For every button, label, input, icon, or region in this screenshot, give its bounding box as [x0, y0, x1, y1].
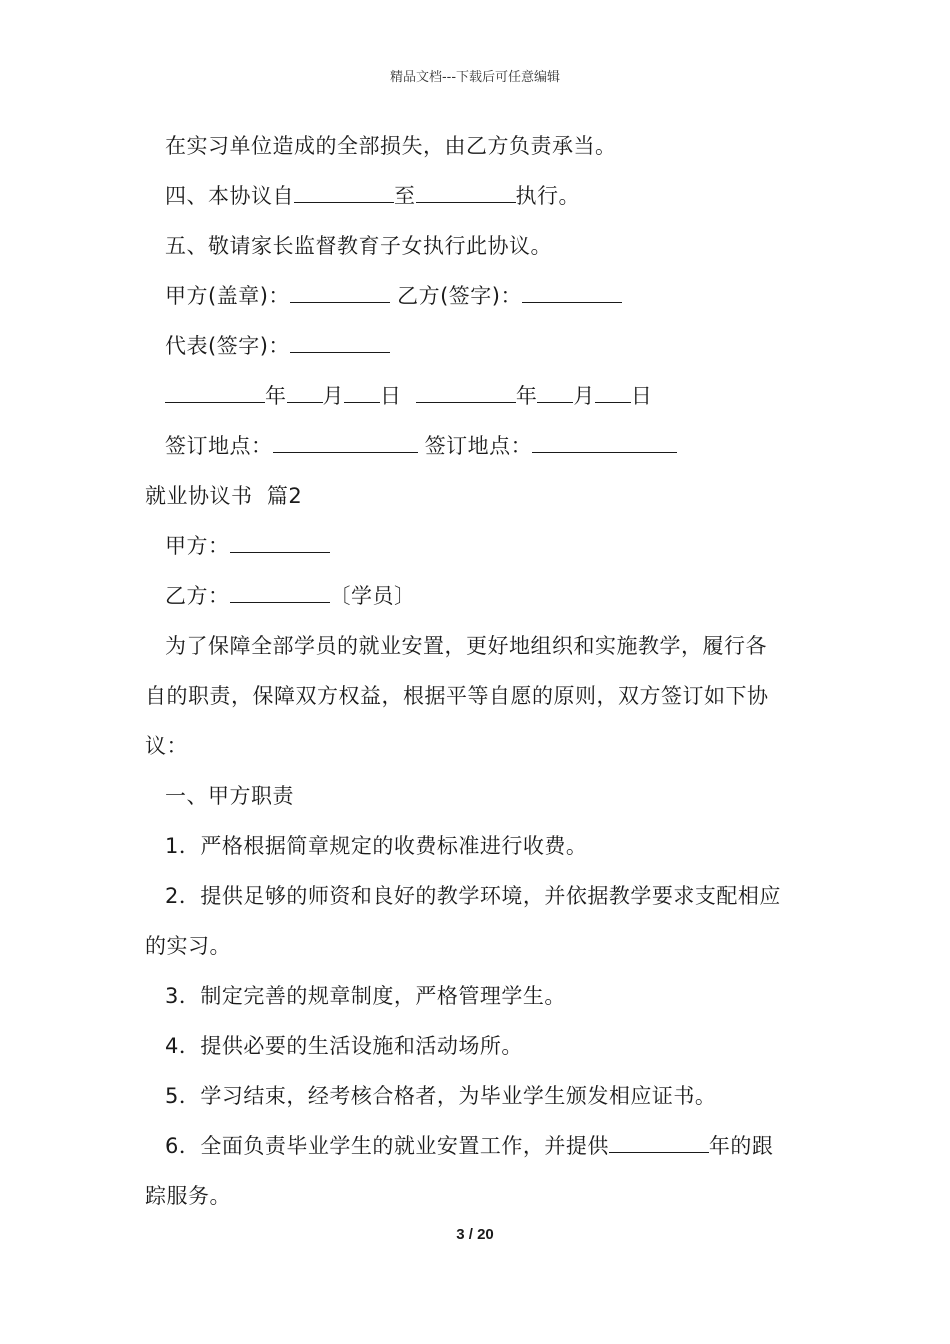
blank-field — [290, 332, 390, 353]
list-item-cont — [145, 932, 815, 960]
text: 1．严格根据简章规定的收费标准进行收费。 — [165, 834, 588, 858]
text: 议： — [145, 734, 188, 758]
signature-line — [165, 332, 835, 360]
text: 的实习。 — [145, 934, 231, 958]
text: 乙方： — [165, 584, 230, 608]
signature-line — [165, 282, 835, 310]
party-line — [165, 582, 835, 610]
text: 甲方(盖章)： — [165, 284, 290, 308]
page-number: 3 / 20 — [456, 1226, 494, 1243]
blank-field — [609, 1132, 709, 1153]
date-line — [165, 382, 835, 410]
paragraph-line — [145, 732, 815, 760]
text: 为了保障全部学员的就业安置，更好地组织和实施教学，履行各 — [165, 634, 767, 658]
text: 在实习单位造成的全部损失，由乙方负责承当。 — [165, 134, 617, 158]
list-item — [165, 832, 835, 860]
text: 月 — [573, 384, 595, 408]
list-item — [165, 982, 835, 1010]
text: 5．学习结束，经考核合格者，为毕业学生颁发相应证书。 — [165, 1084, 717, 1108]
text: 代表(签字)： — [165, 334, 290, 358]
text: 甲方： — [165, 534, 230, 558]
text: 乙方(签字)： — [397, 284, 522, 308]
text: 至 — [394, 184, 416, 208]
list-item — [165, 1082, 835, 1110]
blank-field — [595, 382, 631, 403]
text: 〔学员〕 — [329, 584, 416, 608]
text: 五、敬请家长监督教育子女执行此协议。 — [165, 234, 552, 258]
blank-field — [230, 582, 330, 603]
blank-field — [230, 532, 330, 553]
sign-place-line — [165, 432, 835, 460]
paragraph-line — [145, 682, 815, 710]
blank-field — [273, 432, 418, 453]
text: 月 — [322, 384, 344, 408]
blank-field — [532, 432, 677, 453]
list-item-cont — [145, 1182, 815, 1210]
text: 年 — [515, 384, 538, 408]
blank-field — [290, 282, 390, 303]
text: 6．全面负责毕业学生的就业安置工作，并提供 — [165, 1134, 609, 1158]
text: 踪服务。 — [145, 1184, 231, 1208]
text: 签订地点： — [424, 434, 533, 458]
blank-field — [416, 382, 516, 403]
text: 日 — [380, 384, 402, 408]
text: 年的跟 — [708, 1134, 774, 1158]
text: 4．提供必要的生活设施和活动场所。 — [165, 1034, 523, 1058]
blank-field — [522, 282, 622, 303]
list-item — [165, 1132, 835, 1160]
blank-field — [287, 382, 323, 403]
text: 签订地点： — [165, 434, 273, 458]
text: 2．提供足够的师资和良好的教学环境，并依据教学要求支配相应 — [165, 884, 781, 908]
text: 自的职责，保障双方权益，根据平等自愿的原则，双方签订如下协 — [145, 684, 769, 708]
party-line — [165, 532, 835, 560]
text: 日 — [630, 384, 653, 408]
blank-field — [165, 382, 265, 403]
blank-field — [294, 182, 394, 203]
paragraph-line — [165, 132, 835, 160]
text: 四、本协议自 — [165, 184, 294, 208]
blank-field — [416, 182, 516, 203]
paragraph-line — [165, 182, 835, 210]
heading — [165, 782, 835, 810]
list-item — [165, 882, 835, 910]
text: 一、甲方职责 — [165, 784, 294, 808]
page-header: 精品文档---下载后可任意编辑 — [389, 70, 561, 85]
blank-field — [537, 382, 573, 403]
paragraph-line — [165, 232, 835, 260]
text: 3．制定完善的规章制度，严格管理学生。 — [165, 984, 566, 1008]
text: 执行。 — [515, 184, 580, 208]
text: 就业协议书 篇2 — [145, 484, 303, 508]
text: 年 — [265, 384, 287, 408]
blank-field — [344, 382, 380, 403]
paragraph-line — [165, 632, 835, 660]
section-title — [145, 482, 815, 510]
list-item — [165, 1032, 835, 1060]
